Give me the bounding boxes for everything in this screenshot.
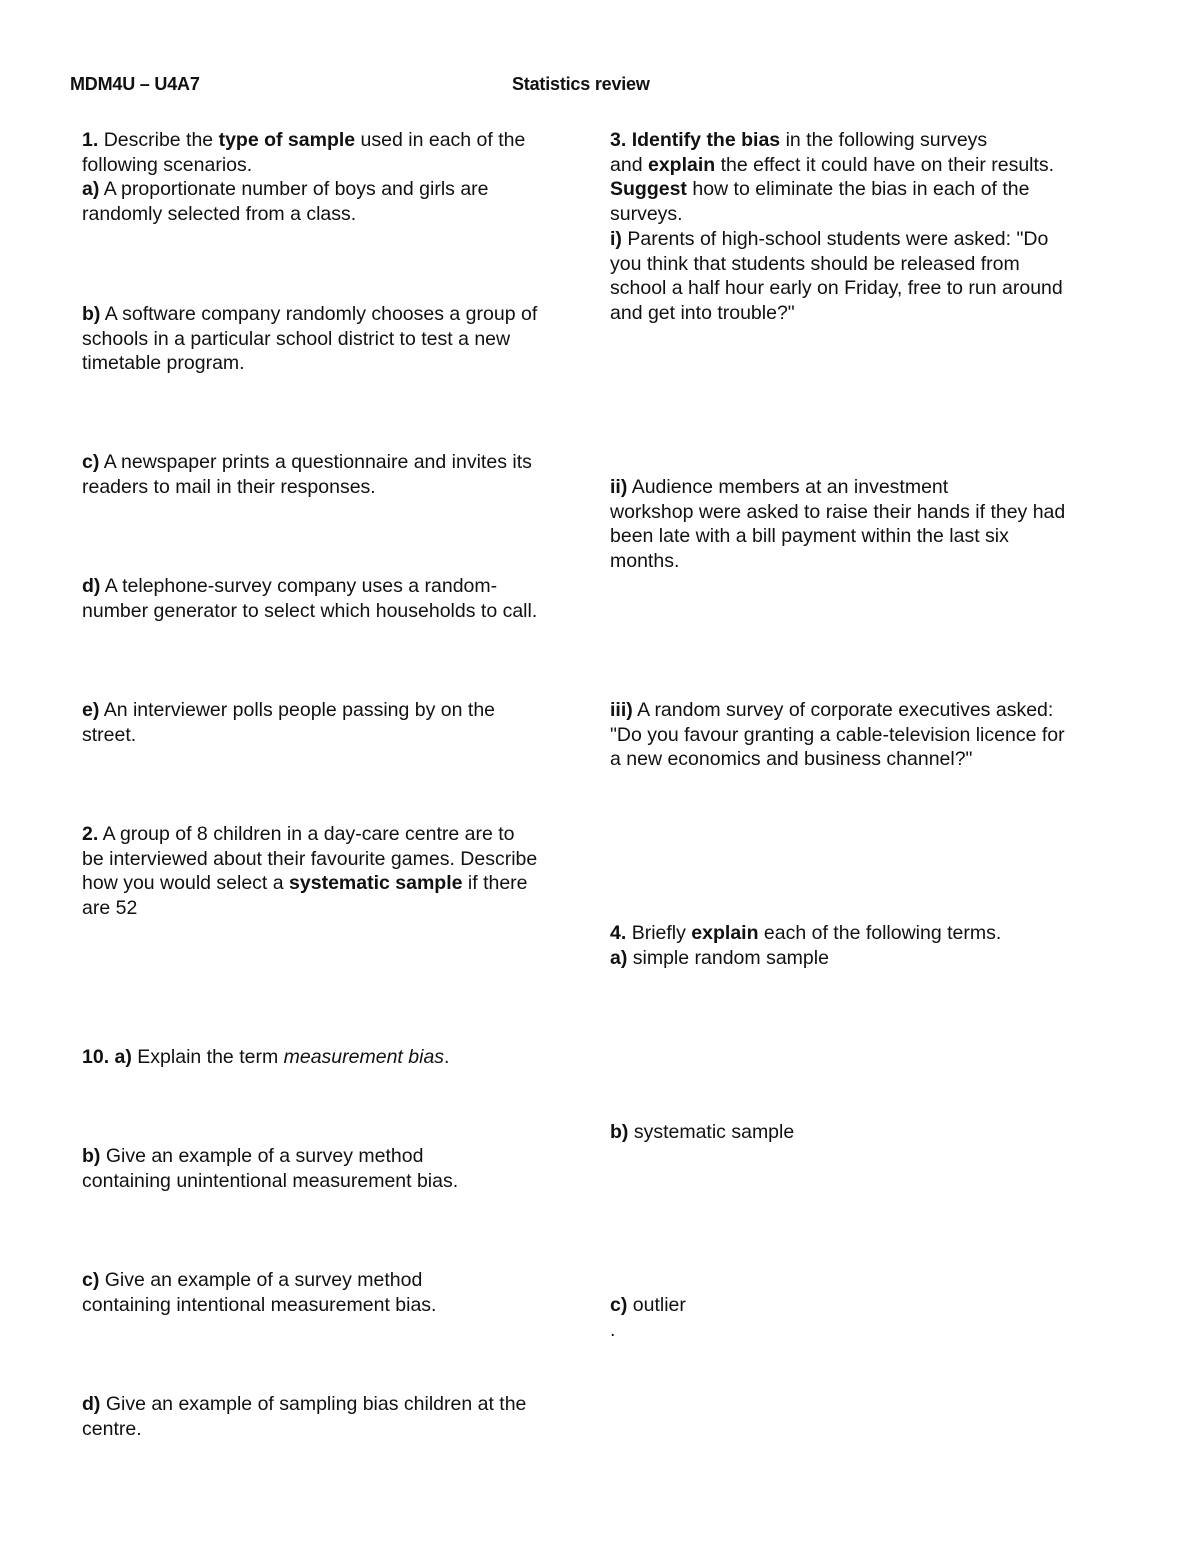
question-1e: e) An interviewer polls people passing by on the street. — [82, 699, 496, 746]
question-1b: b) A software company randomly chooses a group of schools in a particular school district to test a new timetable program. — [82, 303, 538, 375]
question-3iii: iii) A random survey of corporate executives asked: "Do you favour granting a cable-television licence for a new economics and business channel?" — [610, 699, 1065, 771]
question-number: 3. — [610, 129, 627, 151]
question-4-intro: 4. Briefly explain each of the following terms. a) simple random sample — [610, 922, 1002, 969]
page-title: Statistics review — [512, 74, 650, 94]
question-10d: d) Give an example of sampling bias children at the centre. — [82, 1393, 527, 1440]
question-number: 1. — [82, 129, 99, 151]
question-1-intro: 1. Describe the type of sample used in each of the following scenarios. a) A proportionate number of boys and girls are randomly selected from a class. — [82, 129, 526, 226]
trailing-dot: . — [610, 1318, 616, 1341]
question-number: 2. — [82, 823, 99, 845]
question-10b: b) Give an example of a survey method containing unintentional measurement bias. — [82, 1145, 459, 1192]
question-4b: b) systematic sample — [610, 1121, 795, 1143]
course-code: MDM4U – U4A7 — [70, 74, 200, 94]
question-10c: c) Give an example of a survey method containing intentional measurement bias. — [82, 1269, 437, 1316]
question-1d: d) A telephone-survey company uses a random- number generator to select which households to call. — [82, 575, 538, 622]
question-number: 10. — [82, 1046, 110, 1068]
question-3-intro: 3. Identify the bias in the following surveys and explain the effect it could have on their results. Suggest how to eliminate the bias in each of the surveys. i) Parents of high-school students were asked: "Do you think that students should be released from school a half hour early on Friday, free to run around and get into trouble?" — [610, 129, 1063, 324]
question-1c: c) A newspaper prints a questionnaire and invites its readers to mail in their responses. — [82, 451, 532, 498]
question-2: 2. A group of 8 children in a day-care centre are to be interviewed about their favourite games. Describe how you would select a systematic sample if there are 52 — [82, 823, 538, 920]
question-4c: c) outlier . — [610, 1293, 1130, 1342]
question-10a: 10. a) Explain the term measurement bias. — [82, 1046, 450, 1068]
question-number: 4. — [610, 922, 627, 944]
question-3ii: ii) Audience members at an investment workshop were asked to raise their hands if they had been late with a bill payment within the last six months. — [610, 476, 1066, 573]
